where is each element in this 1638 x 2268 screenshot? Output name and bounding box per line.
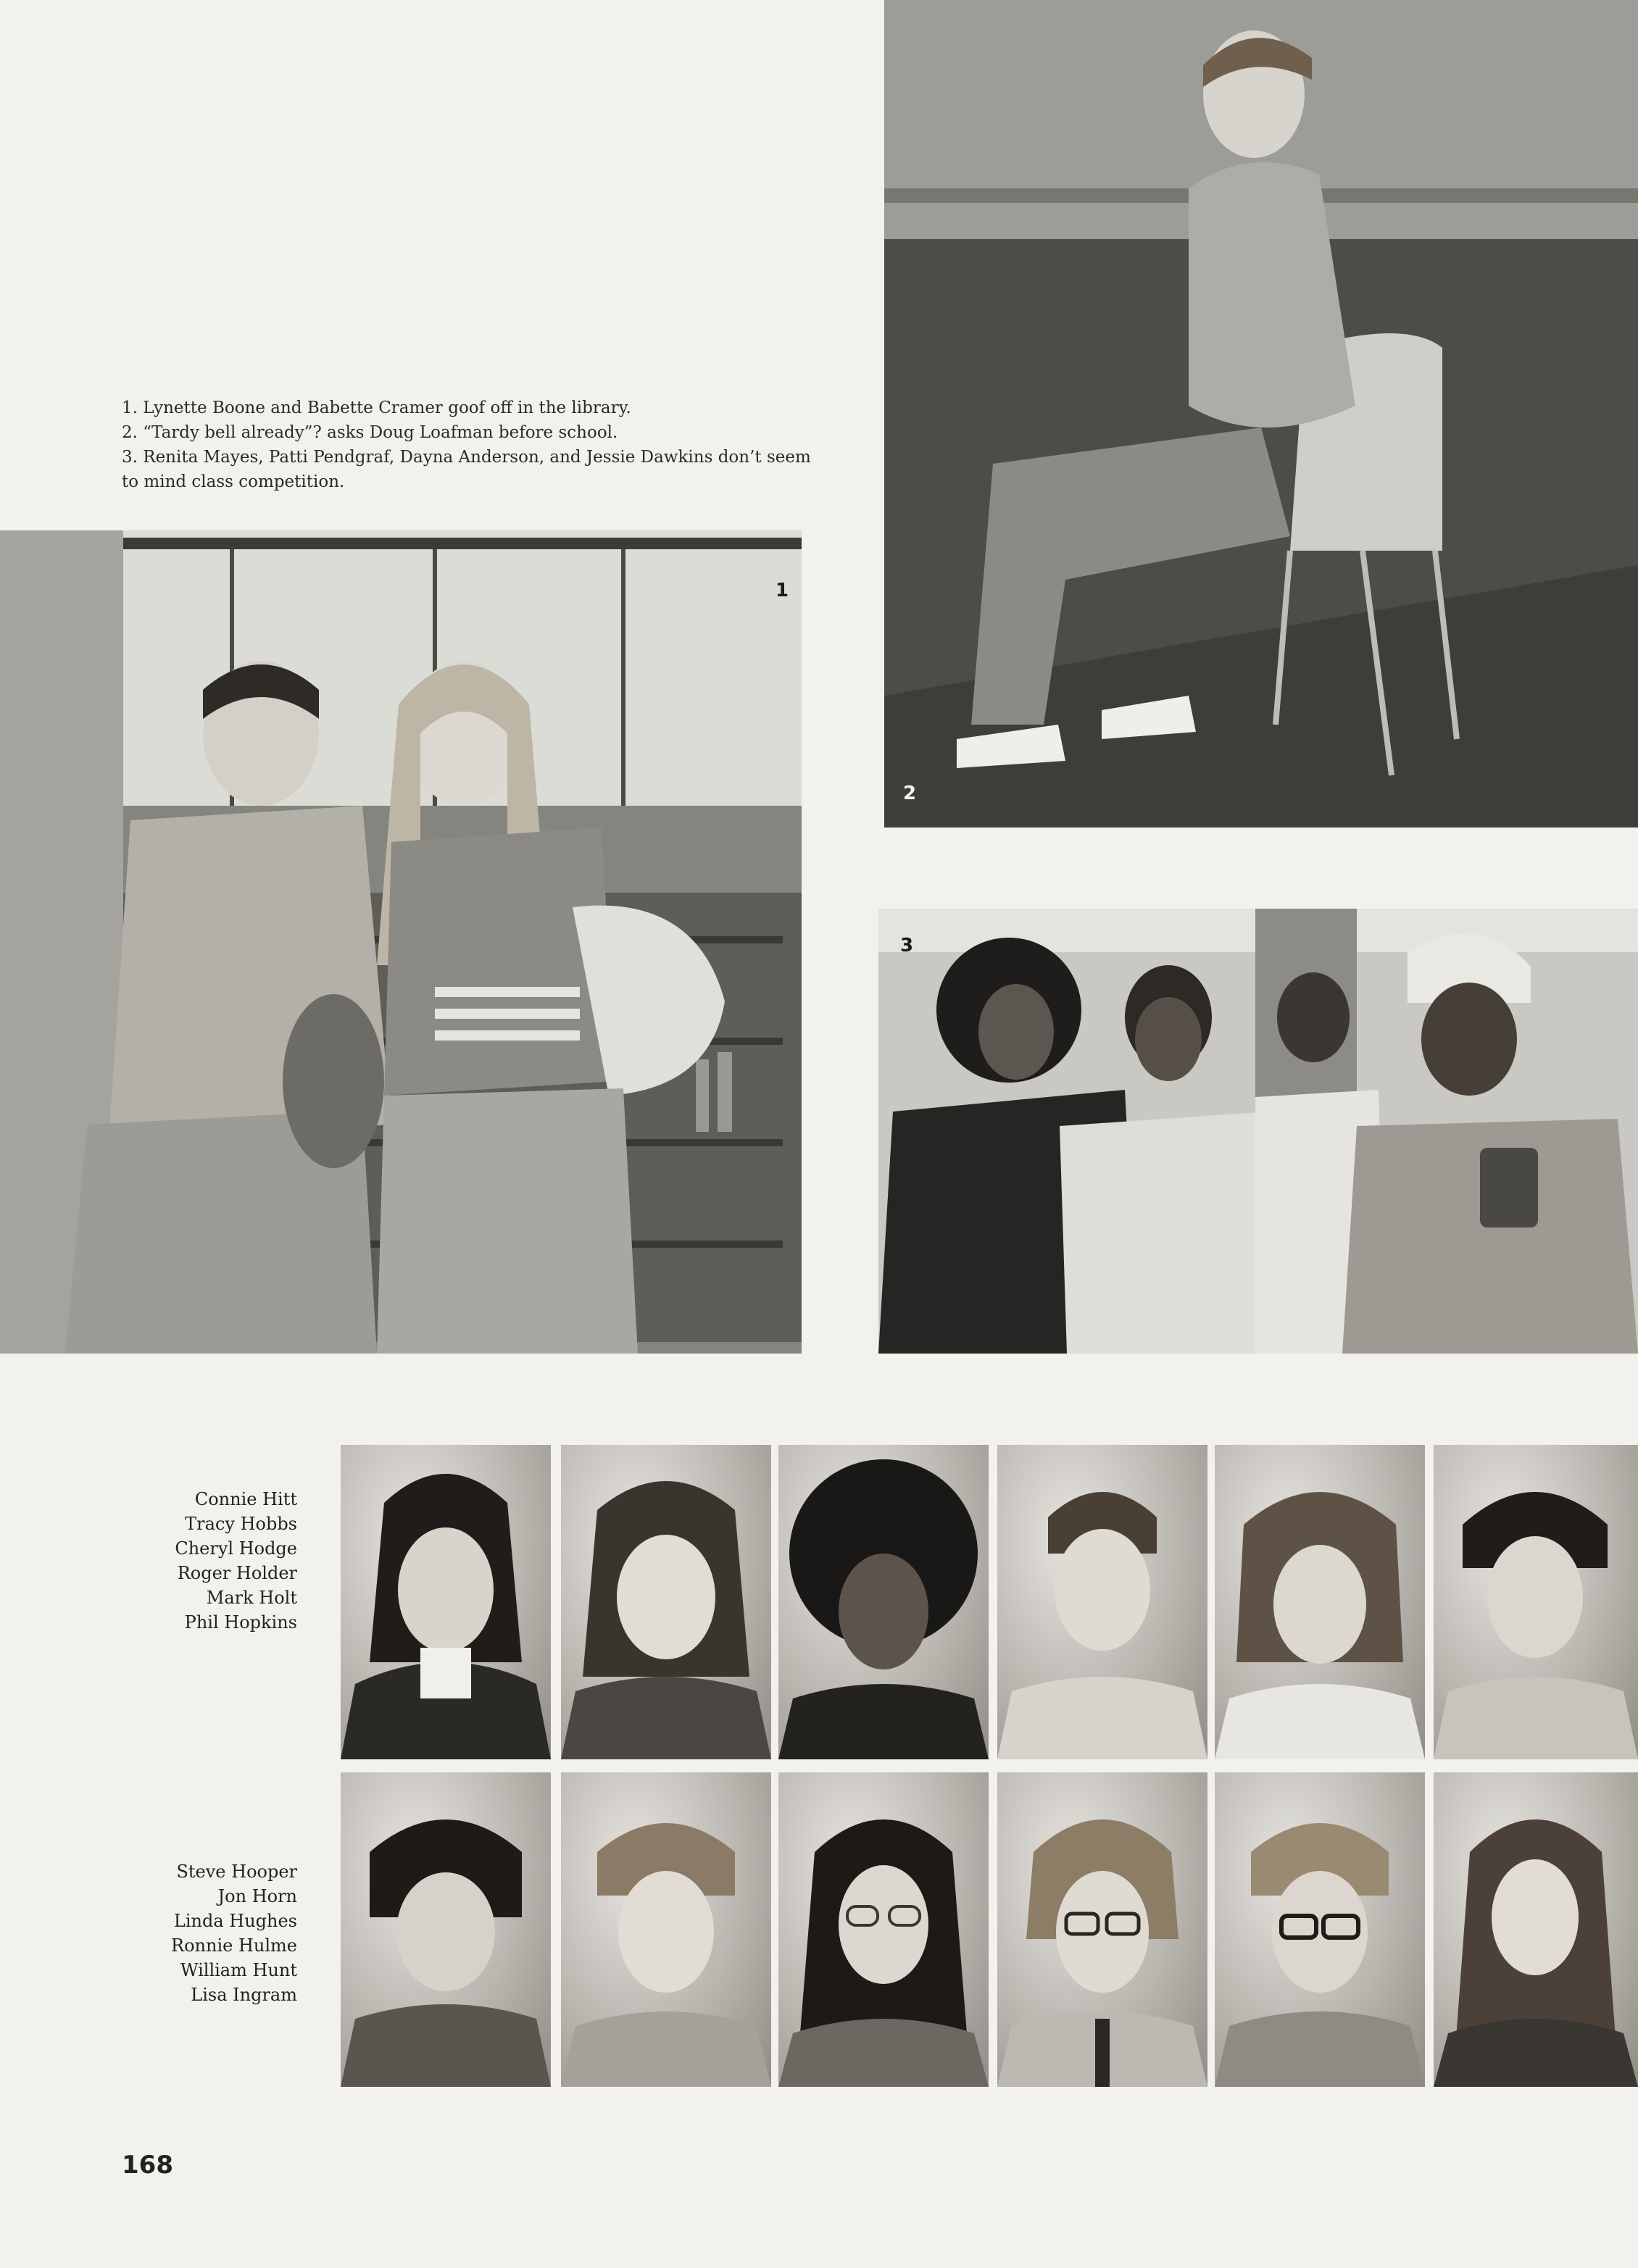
name-row2-4: Ronnie Hulme xyxy=(171,1935,297,1956)
name-list-row-2 xyxy=(80,1859,297,2007)
photo-number-2: 2 xyxy=(903,783,917,804)
portrait-william-hunt xyxy=(1215,1772,1425,2087)
portrait-illustration xyxy=(1434,1445,1638,1759)
name-row2-1: Steve Hooper xyxy=(176,1861,297,1882)
portrait-illustration xyxy=(561,1772,771,2087)
name-row1-4: Roger Holder xyxy=(177,1563,297,1583)
name-row2-6: Lisa Ingram xyxy=(191,1985,297,2005)
caption-2: 2. “Tardy bell already”? asks Doug Loafman before school. xyxy=(122,423,618,442)
portrait-illustration xyxy=(1434,1772,1638,2087)
caption-3: 3. Renita Mayes, Patti Pendgraf, Dayna Anderson, and Jessie Dawkins don’t seem to mind class competition. xyxy=(122,448,811,491)
name-row2-5: William Hunt xyxy=(180,1960,297,1980)
portrait-illustration xyxy=(997,1772,1207,2087)
portrait-illustration xyxy=(1215,1445,1425,1759)
name-row1-1: Connie Hitt xyxy=(194,1489,297,1509)
name-row2-3: Linda Hughes xyxy=(173,1911,297,1931)
portrait-illustration xyxy=(341,1772,551,2087)
portrait-ronnie-hulme xyxy=(997,1772,1207,2087)
caption-1: 1. Lynette Boone and Babette Cramer goof off in the library. xyxy=(122,399,631,417)
page-number: 168 xyxy=(122,2151,173,2180)
portrait-connie-hitt xyxy=(341,1445,551,1759)
portrait-illustration xyxy=(997,1445,1207,1759)
photo-library-girls xyxy=(0,530,802,1354)
portrait-phil-hopkins xyxy=(1434,1445,1638,1759)
portrait-tracy-hobbs xyxy=(561,1445,771,1759)
name-list-row-1 xyxy=(80,1487,297,1635)
group-illustration xyxy=(878,909,1638,1354)
portrait-illustration xyxy=(1215,1772,1425,2087)
name-row1-2: Tracy Hobbs xyxy=(185,1514,297,1534)
name-row1-6: Phil Hopkins xyxy=(184,1612,297,1633)
portrait-jon-horn xyxy=(561,1772,771,2087)
name-row1-3: Cheryl Hodge xyxy=(175,1538,297,1559)
name-row2-2: Jon Horn xyxy=(217,1886,297,1906)
portrait-illustration xyxy=(778,1772,989,2087)
portrait-illustration xyxy=(561,1445,771,1759)
seated-student-illustration xyxy=(884,0,1638,827)
portrait-mark-holt xyxy=(1215,1445,1425,1759)
portrait-roger-holder xyxy=(997,1445,1207,1759)
portrait-linda-hughes xyxy=(778,1772,989,2087)
portrait-illustration xyxy=(778,1445,989,1759)
photo-number-1: 1 xyxy=(776,580,789,601)
name-row1-5: Mark Holt xyxy=(206,1588,297,1608)
portrait-steve-hooper xyxy=(341,1772,551,2087)
library-illustration xyxy=(0,530,802,1354)
portrait-lisa-ingram xyxy=(1434,1772,1638,2087)
photo-number-3: 3 xyxy=(900,935,914,956)
portrait-illustration xyxy=(341,1445,551,1759)
photo-seated-student xyxy=(884,0,1638,827)
portrait-cheryl-hodge xyxy=(778,1445,989,1759)
photo-group-four xyxy=(878,909,1638,1354)
photo-captions xyxy=(122,396,818,494)
